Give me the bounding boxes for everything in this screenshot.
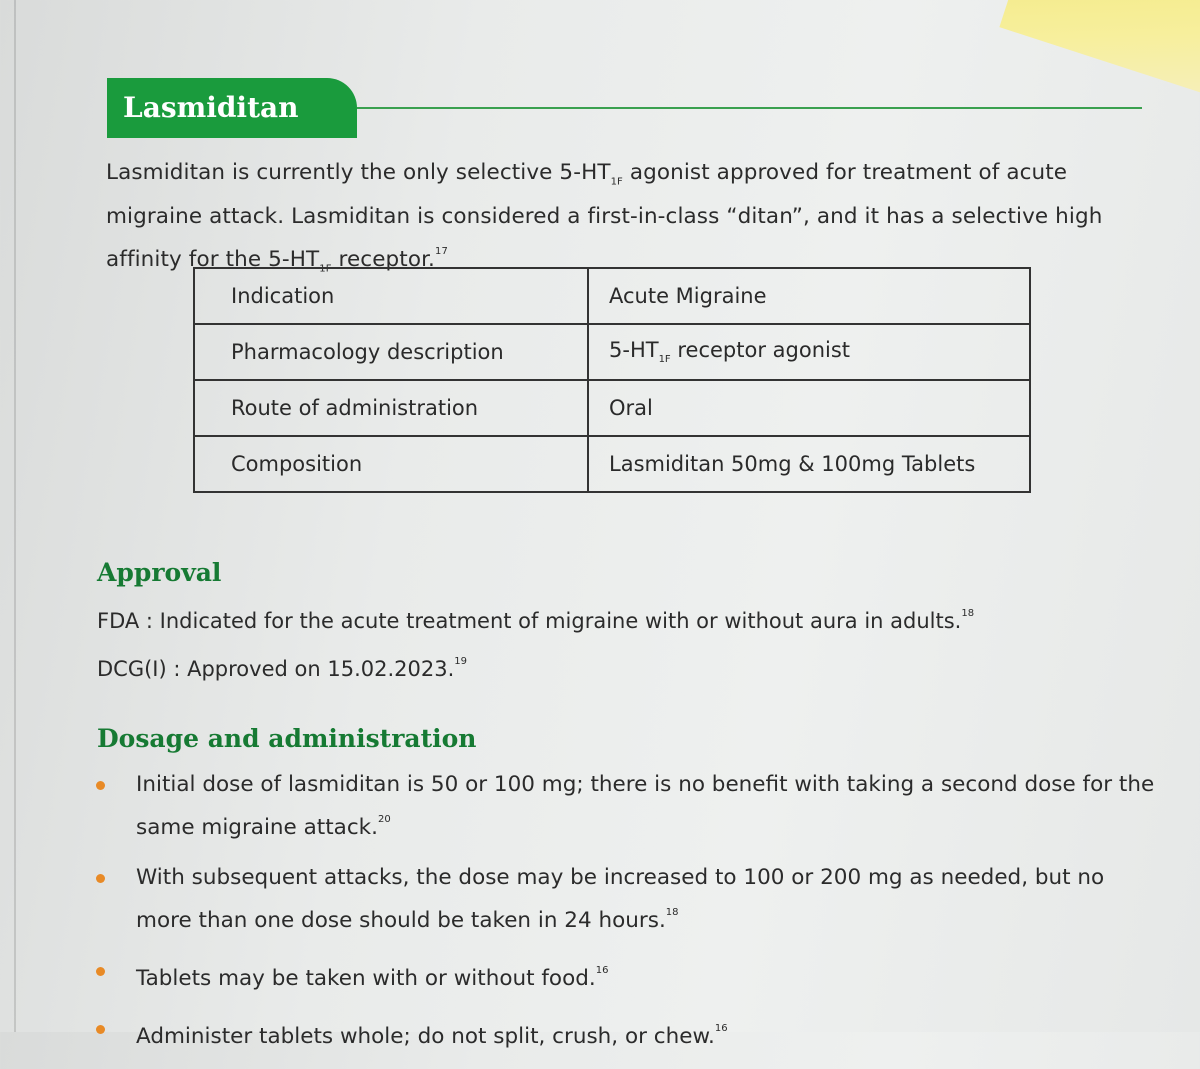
item-reference: 16 <box>595 965 609 976</box>
page-fold <box>14 0 16 1032</box>
list-item <box>96 953 1156 996</box>
bullet-icon <box>96 1025 105 1034</box>
item-reference: 16 <box>714 1023 728 1034</box>
list-item <box>96 860 1156 938</box>
intro-text-2: agonist approved for treatment of acute migraine attack. Lasmiditan is considered a first-in-class “ditan”, and it has a selective high affinity for the 5-HT <box>106 160 1103 273</box>
dcg-reference: 19 <box>454 656 467 667</box>
value-text: 5-HT <box>609 338 659 363</box>
table-row <box>194 268 1030 324</box>
table-label: Composition <box>194 436 588 492</box>
dcg-text: DCG(I) : Approved on 15.02.2023. <box>97 657 455 681</box>
table-label: Pharmacology description <box>194 324 588 380</box>
fda-text: FDA : Indicated for the acute treatment of migraine with or without aura in adults. <box>97 609 962 633</box>
fda-reference: 18 <box>961 608 975 619</box>
intro-subscript-1: 1F <box>610 176 623 188</box>
intro-text-3: receptor. <box>331 247 435 273</box>
item-reference: 18 <box>665 907 679 918</box>
bullet-icon <box>96 781 105 790</box>
value-subscript: 1F <box>658 354 671 366</box>
approval-title: Approval <box>97 558 222 587</box>
table-value: Acute Migraine <box>588 268 1030 324</box>
intro-reference: 17 <box>434 246 448 258</box>
intro-subscript-2: 1F <box>319 263 332 275</box>
intro-text-1: Lasmiditan is currently the only selective 5-HT <box>106 160 611 185</box>
list-item <box>96 1011 1156 1054</box>
bullet-icon <box>96 874 105 883</box>
table-value: Lasmiditan 50mg & 100mg Tablets <box>588 436 1030 492</box>
item-text: With subsequent attacks, the dose may be increased to 100 or 200 mg as needed, but no more than one dose should be taken in 24 hours. <box>136 865 1105 933</box>
value-text-2: receptor agonist <box>670 338 851 363</box>
heading-rule <box>357 107 1142 109</box>
table-row <box>194 436 1030 492</box>
dcg-approval-line <box>97 656 467 681</box>
table-value: Oral <box>588 380 1030 436</box>
table-value <box>588 324 1030 380</box>
fda-approval-line <box>97 608 974 633</box>
item-text: Tablets may be taken with or without food. <box>136 966 596 991</box>
bullet-icon <box>96 967 105 976</box>
item-text: Initial dose of lasmiditan is 50 or 100 mg; there is no benefit with taking a second dose for the same migraine attack. <box>136 772 1155 840</box>
table-label: Indication <box>194 268 588 324</box>
heading-title: Lasmiditan <box>107 78 357 138</box>
section-heading <box>107 78 1142 140</box>
item-reference: 20 <box>377 814 391 825</box>
drug-info-table <box>193 267 1031 493</box>
item-text: Administer tablets whole; do not split, crush, or chew. <box>136 1024 715 1049</box>
dosage-list <box>96 767 1156 1069</box>
table-row <box>194 380 1030 436</box>
table-row <box>194 324 1030 380</box>
list-item <box>96 767 1156 845</box>
table-label: Route of administration <box>194 380 588 436</box>
dosage-title: Dosage and administration <box>97 724 477 753</box>
